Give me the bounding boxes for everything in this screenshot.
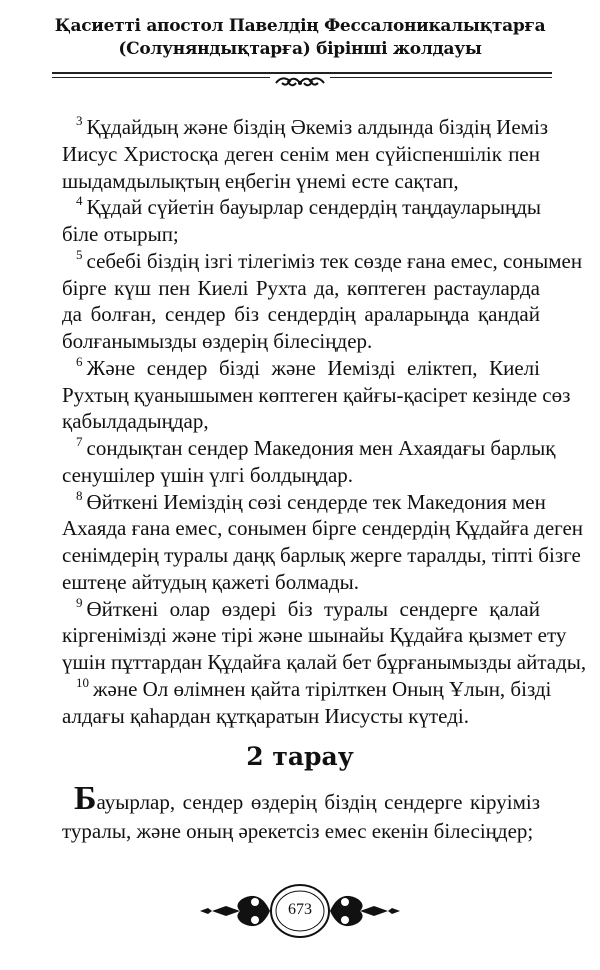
chapter-line: туралы, және оның әрекетсіз емес екенін білесіңдер; — [62, 819, 534, 843]
verse-line — [62, 569, 540, 596]
verse-line-text: Өйткені Иеміздің сөзі сендерде тек Македония мен — [86, 489, 546, 514]
verse-line — [62, 515, 584, 542]
chapter-heading: 2 тарау — [246, 742, 354, 771]
verse-line-text: ештеңе айтудың қажеті болмады. — [62, 569, 359, 594]
verse-line-text: бірге күш пен Киелі Рухта да, көптеген растауларда — [62, 275, 540, 300]
verse-line — [62, 622, 567, 649]
verse-line-text: сенушілер үшін үлгі болдыңдар. — [62, 462, 354, 487]
verse-line-text: үшін пұттардан Құдайға қалай бет бұрғанымызды айтады, — [62, 650, 587, 674]
chapter-opening-paragraph — [62, 780, 540, 846]
verse-line — [62, 246, 583, 275]
verse-line — [62, 168, 540, 195]
verse-line — [62, 462, 540, 489]
verse-line — [62, 382, 571, 409]
verse-line — [62, 141, 540, 168]
verse-line — [62, 275, 540, 302]
verse-line — [62, 328, 540, 355]
running-header-line-1: Қасиетті апостол Павелдің Фессалоникалықтарға — [54, 16, 546, 36]
verse-number: 6 — [76, 353, 83, 369]
verse-line-text: Құдай сүйетін бауырлар сендердің таңдауларыңды — [86, 195, 542, 220]
page-number-ornament — [200, 880, 400, 942]
header-ornament-icon — [270, 74, 330, 92]
verse-line-text: да болған, сендер біз сендердің араларыңда қандай — [62, 302, 540, 327]
verse-line — [62, 487, 546, 516]
verse-line — [62, 542, 581, 569]
verse-line-text: және Ол өлімнен қайта тірілткен Оның Ұлын, бізді — [93, 676, 552, 701]
verse-number: 10 — [76, 674, 89, 690]
verse-line-text: шыдамдылықтың еңбегін үнемі есте сақтап, — [62, 168, 459, 193]
verse-line — [62, 596, 540, 623]
verse-number: 4 — [76, 193, 83, 209]
verse-line-text: сенімдерің туралы даңқ барлық жерге таралды, тіпті бізге — [62, 543, 581, 567]
running-header-line-2: (Солуняндықтарға) бірінші жолдауы — [118, 39, 482, 59]
page-number: 673 — [288, 901, 312, 918]
verse-line — [62, 301, 540, 328]
verse-line — [62, 355, 540, 382]
verse-line — [62, 113, 549, 141]
verse-line-text: Және сендер бізді және Иемізді еліктеп, Киелі — [86, 355, 540, 380]
verse-line-text: Иисус Христосқа деген сенім мен сүйіспеншілік пен — [62, 141, 540, 166]
verse-line-text: Рухтың қуанышымен көптеген қайғы-қасірет кезінде сөз — [62, 382, 571, 407]
verse-line-text: біле отырып; — [62, 222, 179, 246]
verse-line-text: Құдайдың және біздің Әкеміз алдында біздің Иеміз — [86, 115, 549, 139]
verse-number: 8 — [76, 487, 83, 503]
chapter-line: ауырлар, сендер өздерің біздің сендерге кіруіміз — [96, 790, 540, 814]
verse-number: 7 — [76, 434, 83, 449]
verse-line-text: себебі біздің ізгі тілегіміз тек сөзде ғана емес, сонымен — [86, 248, 583, 273]
verse-number: 3 — [76, 113, 83, 128]
verse-line-text: Ахаяда ғана емес, сонымен бірге сендердің Құдайға деген — [62, 516, 584, 541]
verse-line — [62, 649, 587, 676]
verse-line — [62, 221, 540, 248]
verse-line-text: Өйткені олар өздері біз туралы сендерге қалай — [86, 596, 540, 621]
verse-line — [62, 408, 540, 435]
verse-line-text: қабылдадыңдар, — [62, 409, 209, 434]
verse-number: 5 — [76, 246, 83, 262]
verse-line-text: сондықтан сендер Македония мен Ахаядағы барлық — [86, 436, 556, 460]
verse-line — [62, 703, 540, 730]
verse-line — [62, 674, 552, 703]
verse-line-text: алдағы қаһардан құтқаратын Иисусты күтеді. — [62, 703, 469, 728]
verse-line-text: болғанымызды өздерің білесіңдер. — [62, 329, 373, 353]
drop-cap: Б — [74, 780, 97, 817]
verse-text — [62, 113, 587, 729]
verse-line — [62, 434, 556, 462]
verse-line — [62, 194, 540, 221]
verse-number: 9 — [76, 594, 83, 610]
verse-line-text: кіргенімізді және тірі және шынайы Құдайға қызмет ету — [62, 623, 567, 648]
